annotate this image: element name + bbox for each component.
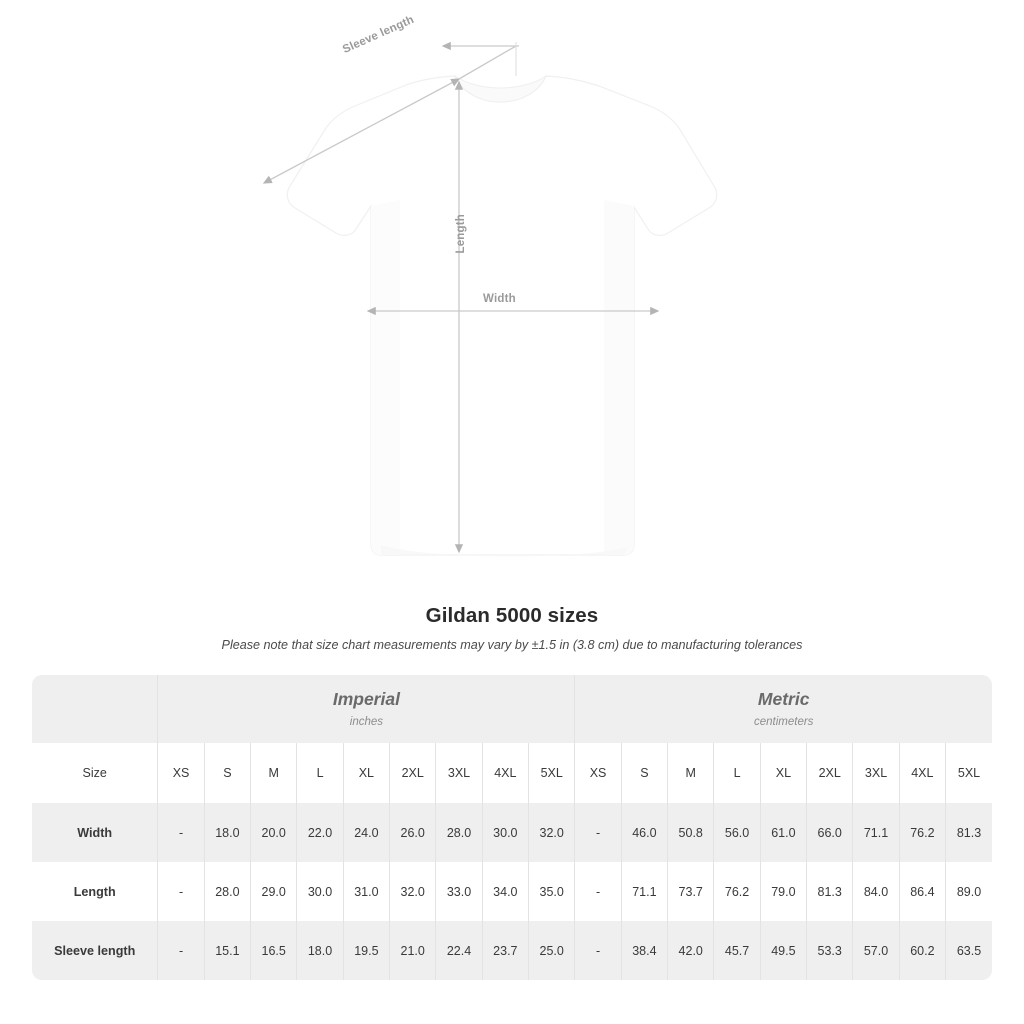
row-label-sleeve-length: Sleeve length — [32, 921, 158, 980]
cell-length-metric-4xl: 86.4 — [899, 862, 945, 921]
cell-length-metric-3xl: 84.0 — [853, 862, 899, 921]
width-label: Width — [483, 293, 516, 305]
size-header-cell-imperial-5xl: 5XL — [529, 743, 575, 803]
table-row — [32, 921, 992, 980]
table-row — [32, 803, 992, 862]
cell-sleeve-length-imperial-s: 15.1 — [204, 921, 250, 980]
cell-length-imperial-l: 30.0 — [297, 862, 343, 921]
size-header-cell-imperial-2xl: 2XL — [390, 743, 436, 803]
title-block — [0, 604, 1024, 652]
size-header-row — [32, 743, 992, 803]
size-header-cell-metric-2xl: 2XL — [807, 743, 853, 803]
size-header-cell-metric-l: L — [714, 743, 760, 803]
size-header-cell-metric-s: S — [621, 743, 667, 803]
unit-subtitle: centimeters — [753, 715, 814, 728]
cell-width-metric-3xl: 71.1 — [853, 803, 899, 862]
cell-sleeve-length-metric-xl: 49.5 — [760, 921, 806, 980]
cell-width-imperial-l: 22.0 — [297, 803, 343, 862]
cell-sleeve-length-imperial-3xl: 22.4 — [436, 921, 482, 980]
size-header-cell-metric-3xl: 3XL — [853, 743, 899, 803]
size-header-cell-metric-xs: XS — [575, 743, 621, 803]
tshirt-shape — [287, 76, 716, 557]
cell-width-imperial-m: 20.0 — [251, 803, 297, 862]
cell-width-metric-2xl: 66.0 — [807, 803, 853, 862]
cell-length-imperial-5xl: 35.0 — [529, 862, 575, 921]
cell-width-metric-xs: - — [575, 803, 621, 862]
cell-width-imperial-3xl: 28.0 — [436, 803, 482, 862]
cell-sleeve-length-metric-xs: - — [575, 921, 621, 980]
unit-header-metric — [575, 675, 992, 743]
cell-width-imperial-s: 18.0 — [204, 803, 250, 862]
size-chart-table — [32, 675, 992, 980]
cell-length-imperial-2xl: 32.0 — [390, 862, 436, 921]
cell-width-imperial-xl: 24.0 — [343, 803, 389, 862]
size-header-cell-imperial-xl: XL — [343, 743, 389, 803]
unit-name: Imperial — [332, 688, 400, 709]
page-title: Gildan 5000 sizes — [425, 604, 599, 627]
cell-sleeve-length-imperial-l: 18.0 — [297, 921, 343, 980]
cell-width-metric-m: 50.8 — [668, 803, 714, 862]
length-label: Length — [455, 214, 467, 254]
unit-name: Metric — [757, 688, 810, 709]
row-label-width: Width — [32, 803, 158, 862]
size-header-cell-metric-m: M — [668, 743, 714, 803]
cell-width-metric-s: 46.0 — [621, 803, 667, 862]
size-header-cell-imperial-s: S — [204, 743, 250, 803]
cell-sleeve-length-metric-4xl: 60.2 — [899, 921, 945, 980]
cell-length-metric-l: 76.2 — [714, 862, 760, 921]
table-row — [32, 862, 992, 921]
cell-length-imperial-xl: 31.0 — [343, 862, 389, 921]
cell-width-metric-4xl: 76.2 — [899, 803, 945, 862]
cell-sleeve-length-metric-m: 42.0 — [668, 921, 714, 980]
cell-width-metric-xl: 61.0 — [760, 803, 806, 862]
row-label-length: Length — [32, 862, 158, 921]
size-header-cell-imperial-3xl: 3XL — [436, 743, 482, 803]
cell-sleeve-length-metric-s: 38.4 — [621, 921, 667, 980]
cell-width-imperial-5xl: 32.0 — [529, 803, 575, 862]
cell-width-metric-l: 56.0 — [714, 803, 760, 862]
size-header-cell-imperial-4xl: 4XL — [482, 743, 528, 803]
cell-width-imperial-2xl: 26.0 — [390, 803, 436, 862]
cell-sleeve-length-imperial-4xl: 23.7 — [482, 921, 528, 980]
size-header-cell-metric-4xl: 4XL — [899, 743, 945, 803]
cell-sleeve-length-metric-3xl: 57.0 — [853, 921, 899, 980]
cell-length-imperial-s: 28.0 — [204, 862, 250, 921]
sleeve-length-label: Sleeve length — [341, 13, 416, 56]
unit-row-spacer — [32, 675, 158, 743]
cell-length-metric-2xl: 81.3 — [807, 862, 853, 921]
size-header-label: Size — [32, 743, 158, 803]
cell-length-metric-xs: - — [575, 862, 621, 921]
size-header-cell-imperial-l: L — [297, 743, 343, 803]
cell-sleeve-length-imperial-xs: - — [158, 921, 204, 980]
cell-sleeve-length-metric-5xl: 63.5 — [946, 921, 992, 980]
cell-length-metric-xl: 79.0 — [760, 862, 806, 921]
size-chart-table-wrap — [32, 675, 992, 980]
cell-length-imperial-3xl: 33.0 — [436, 862, 482, 921]
size-header-cell-metric-5xl: 5XL — [946, 743, 992, 803]
cell-length-metric-s: 71.1 — [621, 862, 667, 921]
tolerance-note: Please note that size chart measurements may vary by ±1.5 in (3.8 cm) due to manufacturing tolerances — [221, 638, 803, 652]
cell-length-imperial-m: 29.0 — [251, 862, 297, 921]
cell-width-imperial-4xl: 30.0 — [482, 803, 528, 862]
cell-length-metric-5xl: 89.0 — [946, 862, 992, 921]
cell-sleeve-length-imperial-xl: 19.5 — [343, 921, 389, 980]
size-header-cell-imperial-m: M — [251, 743, 297, 803]
cell-sleeve-length-imperial-m: 16.5 — [251, 921, 297, 980]
cell-width-imperial-xs: - — [158, 803, 204, 862]
cell-sleeve-length-imperial-5xl: 25.0 — [529, 921, 575, 980]
cell-sleeve-length-metric-l: 45.7 — [714, 921, 760, 980]
size-header-cell-imperial-xs: XS — [158, 743, 204, 803]
size-header-cell-metric-xl: XL — [760, 743, 806, 803]
cell-length-metric-m: 73.7 — [668, 862, 714, 921]
unit-header-row — [32, 675, 992, 743]
cell-width-metric-5xl: 81.3 — [946, 803, 992, 862]
unit-subtitle: inches — [349, 715, 384, 728]
cell-length-imperial-4xl: 34.0 — [482, 862, 528, 921]
cell-sleeve-length-imperial-2xl: 21.0 — [390, 921, 436, 980]
cell-length-imperial-xs: - — [158, 862, 204, 921]
cell-sleeve-length-metric-2xl: 53.3 — [807, 921, 853, 980]
unit-header-imperial — [158, 675, 575, 743]
